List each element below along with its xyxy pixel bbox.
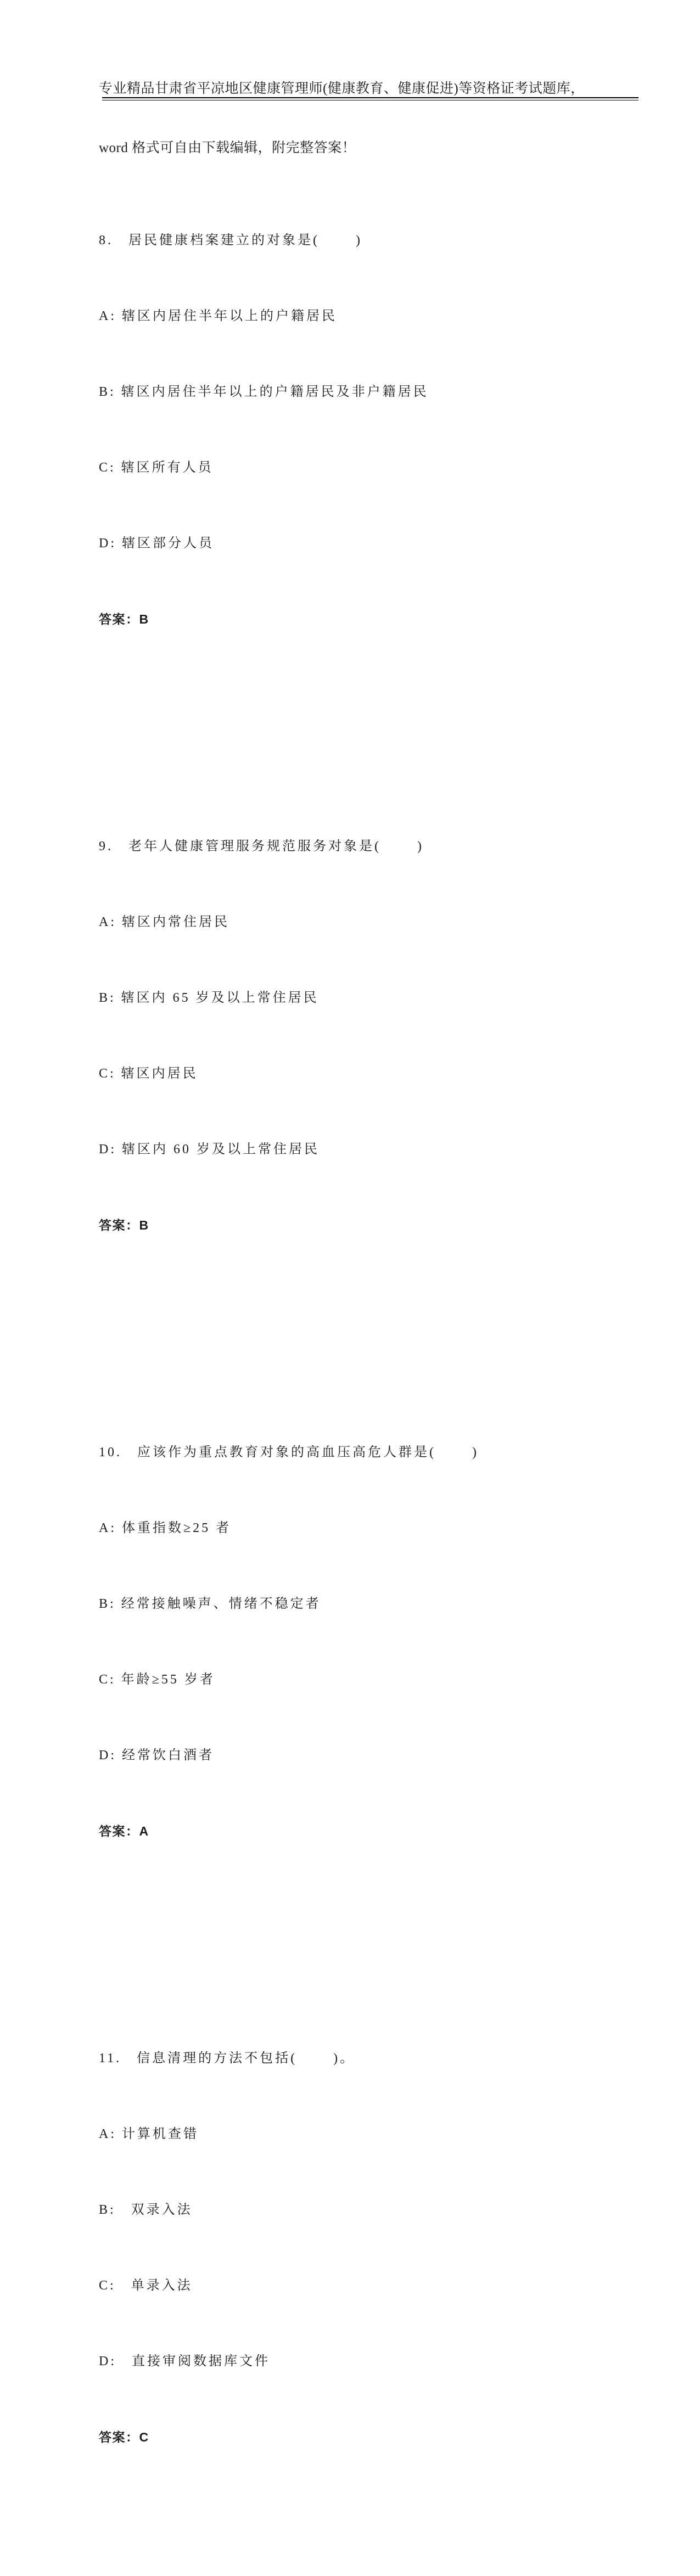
question-title: 10. 应该作为重点教育对象的高血压高危人群是( ) (99, 1445, 479, 1460)
header-line-2: word 格式可自由下载编辑，附完整答案！ (99, 141, 356, 155)
question-block-10 (99, 1389, 653, 1894)
question-title: 9. 老年人健康管理服务规范服务对象是( ) (99, 839, 424, 854)
question-option-c: C: 辖区所有人员 (99, 461, 214, 475)
question-option-a: A: 计算机查错 (99, 2127, 199, 2141)
question-title: 8. 居民健康档案建立的对象是( ) (99, 233, 362, 248)
question-option-d: D: 辖区内 60 岁及以上常住居民 (99, 1142, 320, 1157)
question-option-b: B: 辖区内居住半年以上的户籍居民及非户籍居民 (99, 385, 429, 399)
question-block-9 (99, 783, 653, 1288)
header-line-1: 专业精品甘肃省平凉地区健康管理师(健康教育、健康促进)等资格证考试题库， (99, 81, 585, 96)
answer-line: 答案：A (99, 1824, 149, 1838)
question-block-8 (99, 177, 653, 682)
question-option-c: C: 辖区内居民 (99, 1067, 198, 1081)
question-option-b: B: 经常接触噪声、情绪不稳定者 (99, 1597, 321, 1611)
question-option-d: D: 辖区部分人员 (99, 536, 214, 551)
question-option-b: B: 辖区内 65 岁及以上常住居民 (99, 991, 319, 1005)
question-option-d: D: 直接审阅数据库文件 (99, 2354, 270, 2369)
question-option-a: A: 体重指数≥25 者 (99, 1521, 232, 1535)
answer-line: 答案：B (99, 612, 149, 626)
question-option-b: B: 双录入法 (99, 2203, 193, 2217)
question-option-c: C: 单录入法 (99, 2278, 193, 2293)
question-option-a: A: 辖区内居住半年以上的户籍居民 (99, 309, 337, 323)
answer-line: 答案：C (99, 2430, 149, 2444)
question-title: 11. 信息清理的方法不包括( )。 (99, 2051, 356, 2066)
question-list (99, 102, 653, 2576)
question-option-d: D: 经常饮白酒者 (99, 1748, 214, 1763)
question-option-a: A: 辖区内常住居民 (99, 915, 229, 929)
answer-line: 答案：B (99, 1218, 149, 1232)
question-option-c: C: 年龄≥55 岁者 (99, 1673, 215, 1687)
header-divider (102, 97, 639, 100)
question-block-11 (99, 1995, 653, 2500)
